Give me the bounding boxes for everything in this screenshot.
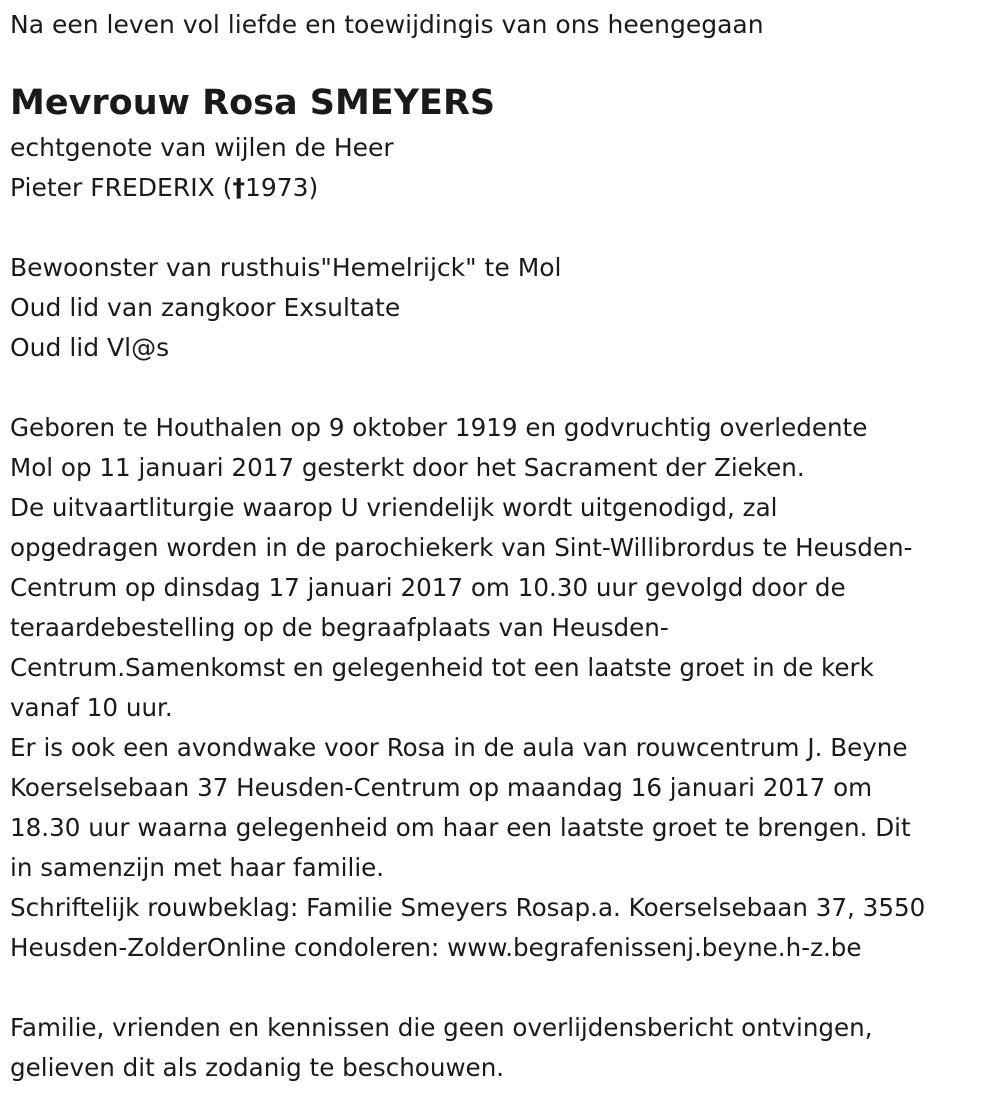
body-line: opgedragen worden in de parochiekerk van Sint-Willibrordus te Heusden- bbox=[10, 533, 913, 562]
body-line: Geboren te Houthalen op 9 oktober 1919 en godvruchtig overledente bbox=[10, 413, 868, 442]
spacer bbox=[10, 208, 995, 248]
body-line: Centrum op dinsdag 17 januari 2017 om 10.30 uur gevolgd door de bbox=[10, 573, 846, 602]
spouse-death-year: 1973) bbox=[244, 173, 319, 202]
closing-line: Familie, vrienden en kennissen die geen overlijdensbericht ontvingen, bbox=[10, 1013, 873, 1042]
body-line: Centrum.Samenkomst en gelegenheid tot een laatste groet in de kerk bbox=[10, 653, 874, 682]
body-line: Er is ook een avondwake voor Rosa in de aula van rouwcentrum J. Beyne bbox=[10, 733, 908, 762]
body-line: Mol op 11 januari 2017 gesterkt door het Sacrament der Zieken. bbox=[10, 453, 805, 482]
body-line: vanaf 10 uur. bbox=[10, 693, 173, 722]
detail-residence: Bewoonster van rusthuis"Hemelrijck" te Mol bbox=[10, 253, 562, 282]
obituary-notice bbox=[10, 5, 995, 1088]
spouse-name: Pieter FREDERIX ( bbox=[10, 173, 233, 202]
spacer bbox=[10, 368, 995, 408]
spouse-line-2 bbox=[10, 168, 995, 208]
body-line: Koerselsebaan 37 Heusden-Centrum op maandag 16 januari 2017 om bbox=[10, 773, 873, 802]
spacer bbox=[10, 968, 995, 1008]
intro-text: Na een leven vol liefde en toewijdingis van ons heengegaan bbox=[10, 10, 764, 39]
body-line: 18.30 uur waarna gelegenheid om haar een laatste groet te brengen. Dit bbox=[10, 813, 911, 842]
body-line: Schriftelijk rouwbeklag: Familie Smeyers Rosap.a. Koerselsebaan 37, 3550 bbox=[10, 893, 926, 922]
closing-line: gelieven dit als zodanig te beschouwen. bbox=[10, 1053, 505, 1082]
body-line: Heusden-ZolderOnline condoleren: www.begrafenissenj.beyne.h-z.be bbox=[10, 933, 862, 962]
detail-membership: Oud lid Vl@s bbox=[10, 333, 170, 362]
deceased-name: Mevrouw Rosa SMEYERS bbox=[10, 83, 496, 123]
body-line: teraardebestelling op de begraafplaats van Heusden- bbox=[10, 613, 669, 642]
cross-icon: † bbox=[232, 173, 245, 202]
body-paragraph bbox=[10, 408, 995, 968]
body-line: De uitvaartliturgie waarop U vriendelijk wordt uitgenodigd, zal bbox=[10, 493, 778, 522]
detail-choir: Oud lid van zangkoor Exsultate bbox=[10, 293, 401, 322]
closing-paragraph bbox=[10, 1008, 995, 1088]
body-line: in samenzijn met haar familie. bbox=[10, 853, 385, 882]
spouse-line-1: echtgenote van wijlen de Heer bbox=[10, 133, 394, 162]
